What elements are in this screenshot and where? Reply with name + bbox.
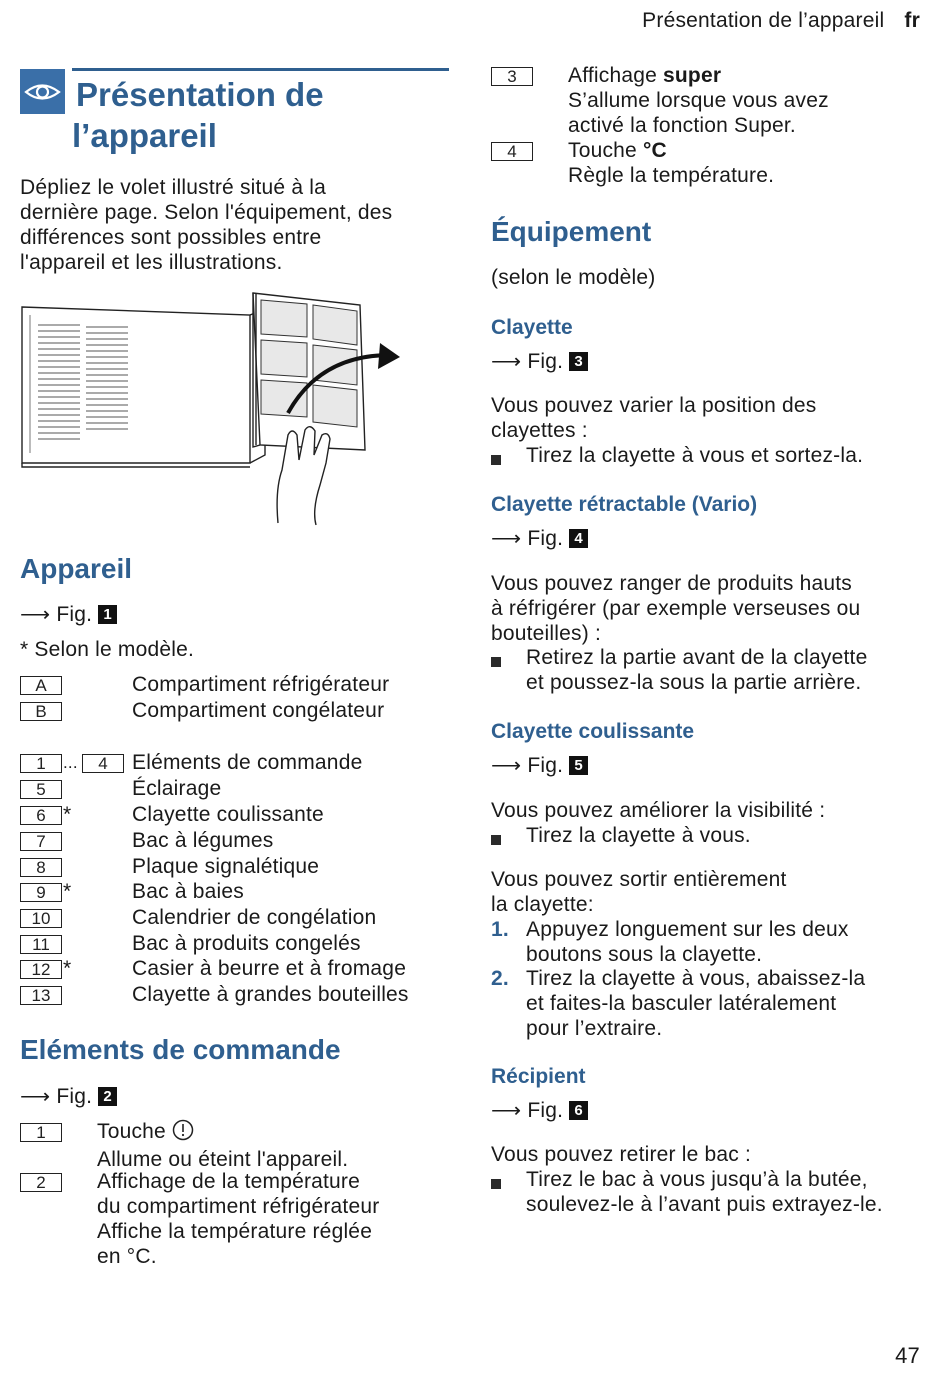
affichage-super-item: Affichage super S’allume lorsque vous avez activé la fonction Super. bbox=[568, 64, 829, 137]
folded-booklet-illustration bbox=[20, 285, 405, 530]
key-box: 11 bbox=[20, 935, 62, 954]
key-box: 1 bbox=[20, 1123, 62, 1142]
clayette-text: Vous pouvez varier la position des clayettes : bbox=[491, 394, 817, 442]
fig-badge: 1 bbox=[98, 605, 117, 624]
model-star: * bbox=[63, 957, 72, 980]
vario-heading: Clayette rétractable (Vario) bbox=[491, 493, 758, 516]
section-rule bbox=[72, 68, 449, 71]
item-label: Calendrier de congélation bbox=[132, 906, 377, 929]
recipient-bullet: Tirez le bac à vous jusqu’à la butée, soulevez-le à l’avant puis extrayez-le. bbox=[526, 1168, 883, 1216]
item-label: Plaque signalétique bbox=[132, 855, 320, 878]
key-box: 4 bbox=[82, 754, 124, 773]
appareil-heading: Appareil bbox=[20, 553, 133, 584]
item-label: Clayette à grandes bouteilles bbox=[132, 983, 409, 1006]
recipient-heading: Récipient bbox=[491, 1065, 586, 1088]
commande-item-1: Touche Allume ou éteint l'appareil. bbox=[97, 1120, 349, 1171]
eye-icon bbox=[20, 69, 65, 114]
key-box: 10 bbox=[20, 909, 62, 928]
header-title: Présentation de l’appareil bbox=[642, 9, 885, 32]
key-box: 12 bbox=[20, 960, 62, 979]
item-label: Clayette coulissante bbox=[132, 803, 324, 826]
model-star: * bbox=[63, 880, 72, 903]
item-label: Bac à légumes bbox=[132, 829, 274, 852]
clayette-heading: Clayette bbox=[491, 316, 573, 339]
fig-badge: 5 bbox=[569, 756, 588, 775]
bullet-square bbox=[491, 832, 501, 850]
key-box: 9 bbox=[20, 883, 62, 902]
item-label: Casier à beurre et à fromage bbox=[132, 957, 407, 980]
bullet-square bbox=[491, 654, 501, 672]
clayette-bullet: Tirez la clayette à vous et sortez-la. bbox=[526, 444, 864, 467]
item-label: Compartiment réfrigérateur bbox=[132, 673, 390, 696]
fig-badge: 2 bbox=[98, 1087, 117, 1106]
item-label: Bac à produits congelés bbox=[132, 932, 361, 955]
touche-celsius-item: Touche °C Règle la température. bbox=[568, 139, 775, 187]
step-text: Appuyez longuement sur les deux boutons sous la clayette. bbox=[526, 918, 849, 966]
step-number: 1. bbox=[491, 918, 509, 941]
appareil-fig-ref: ⟶ Fig. 1 bbox=[20, 602, 117, 627]
key-box: 13 bbox=[20, 986, 62, 1005]
page-number: 47 bbox=[895, 1343, 920, 1368]
header-lang: fr bbox=[904, 9, 920, 32]
step-number: 2. bbox=[491, 967, 509, 990]
page-title: Présentation de l’appareil bbox=[72, 76, 324, 154]
intro-paragraph: Dépliez le volet illustré situé à la dernière page. Selon l'équipement, des différences sont possibles entre l'appareil et les illustrations. bbox=[20, 176, 393, 274]
item-title: Touche bbox=[97, 1119, 348, 1147]
coulissante-fig-ref: ⟶ Fig. 5 bbox=[491, 753, 588, 778]
coulissante-text2: Vous pouvez sortir entièrement la clayette: bbox=[491, 868, 787, 916]
key-box: A bbox=[20, 676, 62, 695]
equipement-heading: Équipement bbox=[491, 216, 652, 247]
item-label: Eléments de commande bbox=[132, 751, 363, 774]
bullet-square bbox=[491, 1176, 501, 1194]
key-box: 1 bbox=[20, 754, 62, 773]
coulissante-text: Vous pouvez améliorer la visibilité : bbox=[491, 799, 826, 822]
key-box: 4 bbox=[491, 142, 533, 161]
clayette-fig-ref: ⟶ Fig. 3 bbox=[491, 349, 588, 374]
vario-text: Vous pouvez ranger de produits hauts à réfrigérer (par exemple verseuses ou bouteilles) : bbox=[491, 572, 861, 645]
key-box: B bbox=[20, 702, 62, 721]
coulissante-heading: Clayette coulissante bbox=[491, 720, 695, 743]
power-icon bbox=[172, 1119, 194, 1147]
key-box: 3 bbox=[491, 67, 533, 86]
recipient-text: Vous pouvez retirer le bac : bbox=[491, 1143, 752, 1166]
key-box: 2 bbox=[20, 1173, 62, 1192]
coulissante-bullet: Tirez la clayette à vous. bbox=[526, 824, 751, 847]
bullet-square bbox=[491, 452, 501, 470]
key-box: 6 bbox=[20, 806, 62, 825]
vario-fig-ref: ⟶ Fig. 4 bbox=[491, 526, 588, 551]
item-label: Compartiment congélateur bbox=[132, 699, 385, 722]
commande-item-2: Affichage de la température du compartiment réfrigérateur Affiche la température réglée en °C. bbox=[97, 1170, 380, 1268]
key-box: 7 bbox=[20, 832, 62, 851]
model-star: * bbox=[63, 803, 72, 826]
running-header bbox=[642, 8, 920, 33]
commande-fig-ref: ⟶ Fig. 2 bbox=[20, 1084, 117, 1109]
vario-bullet: Retirez la partie avant de la clayette et poussez-la sous la partie arrière. bbox=[526, 646, 868, 694]
recipient-fig-ref: ⟶ Fig. 6 bbox=[491, 1098, 588, 1123]
step-text: Tirez la clayette à vous, abaissez-la et faites-la basculer latéralement pour l’extraire. bbox=[526, 967, 866, 1040]
key-box: 8 bbox=[20, 858, 62, 877]
appareil-note: * Selon le modèle. bbox=[20, 638, 195, 661]
fig-badge: 4 bbox=[569, 529, 588, 548]
commande-heading: Eléments de commande bbox=[20, 1034, 341, 1065]
fig-badge: 3 bbox=[569, 352, 588, 371]
range-separator: ... bbox=[63, 753, 78, 772]
key-box: 5 bbox=[20, 780, 62, 799]
item-label: Éclairage bbox=[132, 777, 222, 800]
item-label: Bac à baies bbox=[132, 880, 244, 903]
equipement-subtitle: (selon le modèle) bbox=[491, 266, 656, 289]
fig-badge: 6 bbox=[569, 1101, 588, 1120]
